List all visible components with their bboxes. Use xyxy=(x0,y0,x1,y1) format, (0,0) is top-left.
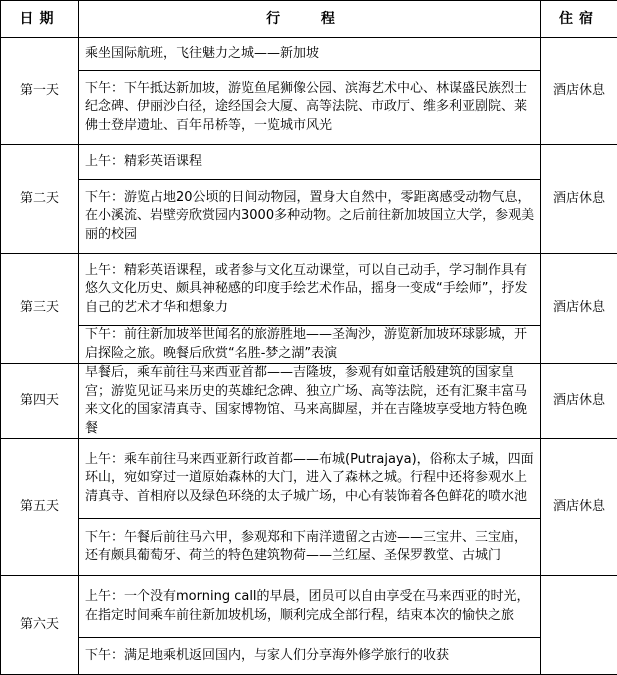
itinerary-item: 上午：精彩英语课程，或者参与文化互动课堂，可以自己动手，学习制作具有悠久文化历史、颇具神秘感的印度手绘艺术作品，摇身一变成“手绘师”，抒发自己的艺术才华和想象力 xyxy=(79,254,541,326)
day-label: 第三天 xyxy=(1,254,79,364)
stay-cell: 酒店休息 xyxy=(541,145,617,254)
header-row xyxy=(1,1,617,38)
table-row xyxy=(1,38,617,71)
itinerary-item: 下午：游览占地20公顷的日间动物园，置身大自然中，零距离感受动物气息，在小溪流、岩壁旁欣赏园内3000多种动物。之后前往新加坡国立大学，参观美丽的校园 xyxy=(79,180,541,254)
stay-cell: 酒店休息 xyxy=(541,364,617,439)
itinerary-item: 下午：下午抵达新加坡，游览鱼尾狮像公园、滨海艺术中心、林谋盛民族烈士纪念碑、伊丽沙白径，途经国会大厦、高等法院、市政厅、维多利亚剧院、莱佛士登岸遗址、百年吊桥等，一览城市风光 xyxy=(79,71,541,145)
itinerary-item: 下午：满足地乘机返回国内，与家人们分享海外修学旅行的收获 xyxy=(79,638,541,675)
day-label: 第四天 xyxy=(1,364,79,439)
table-row xyxy=(1,519,617,576)
table-row xyxy=(1,364,617,439)
table-row xyxy=(1,254,617,326)
table-row xyxy=(1,145,617,180)
stay-cell: 酒店休息 xyxy=(541,38,617,145)
itinerary-item: 乘坐国际航班，飞往魅力之城——新加坡 xyxy=(79,38,541,71)
stay-cell: 酒店休息 xyxy=(541,254,617,364)
stay-cell xyxy=(541,576,617,675)
table-row xyxy=(1,326,617,364)
itinerary-item: 上午：一个没有morning call的早晨，团员可以自由享受在马来西亚的时光，在指定时间乘车前往新加坡机场，顺利完成全部行程，结束本次的愉快之旅 xyxy=(79,576,541,638)
table-row xyxy=(1,638,617,675)
header-date: 日期 xyxy=(1,1,79,38)
day-label: 第六天 xyxy=(1,576,79,675)
day-label: 第一天 xyxy=(1,38,79,145)
header-stay: 住宿 xyxy=(541,1,617,38)
header-itinerary: 行 程 xyxy=(79,1,541,38)
itinerary-item: 下午：前往新加坡举世闻名的旅游胜地——圣淘沙，游览新加坡环球影城，开启探险之旅。晚餐后欣赏“名胜-梦之湖”表演 xyxy=(79,326,541,364)
itinerary-item: 上午：精彩英语课程 xyxy=(79,145,541,180)
table-row xyxy=(1,180,617,254)
itinerary-item: 上午：乘车前往马来西亚新行政首都——布城(Putrajaya)，俗称太子城，四面环山，宛如穿过一道原始森林的大门，进入了森林之城。行程中还将参观水上清真寺、首相府以及绿色环绕的太子城广场，中心有装饰着各色鲜花的喷水池 xyxy=(79,439,541,519)
itinerary-item: 下午：午餐后前往马六甲，参观郑和下南洋遗留之古迹——三宝井、三宝庙，还有颇具葡萄牙、荷兰的特色建筑物荷——兰红屋、圣保罗教堂、古城门 xyxy=(79,519,541,576)
table-row xyxy=(1,71,617,145)
day-label: 第五天 xyxy=(1,439,79,576)
day-label: 第二天 xyxy=(1,145,79,254)
table-row xyxy=(1,439,617,519)
itinerary-item: 早餐后，乘车前往马来西亚首都——吉隆坡，参观有如童话般建筑的国家皇宫；游览见证马来历史的英雄纪念碑、独立广场、高等法院，还有汇聚丰富马来文化的国家清真寺、国家博物馆、马来高脚屋，并在吉隆坡享受地方特色晚餐 xyxy=(79,364,541,439)
table-row xyxy=(1,576,617,638)
stay-cell: 酒店休息 xyxy=(541,439,617,576)
